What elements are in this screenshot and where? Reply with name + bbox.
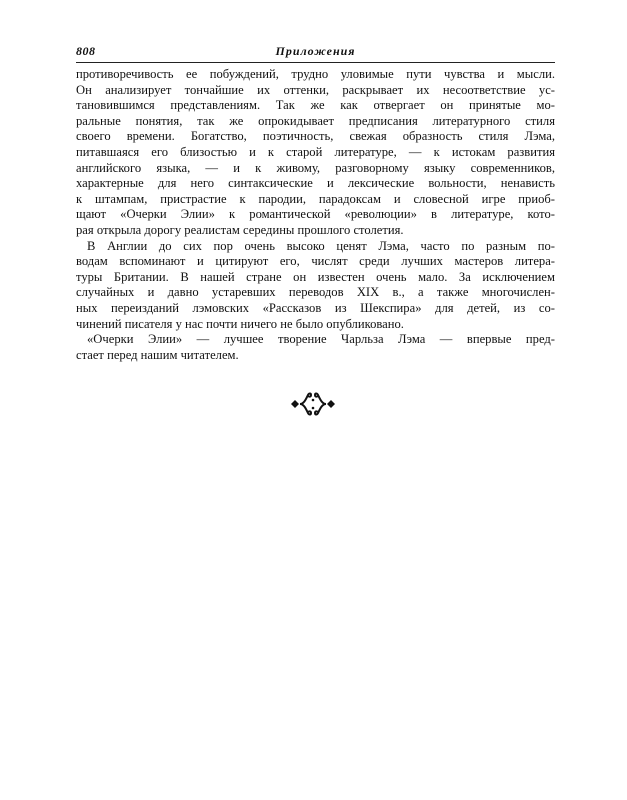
text-line: Он анализирует тончайшие их оттенки, раскрывает их несоответствие ус- [76, 82, 555, 97]
page-header [76, 44, 555, 62]
text-line: чинений писателя у нас почти ничего не было опубликовано. [76, 316, 404, 331]
text-line: случайных и давно устаревших переводов XIX в., а также многочислен- [76, 285, 555, 300]
text-line: В Англии до сих пор очень высоко ценят Лэма, часто по разным по- [87, 238, 555, 253]
text-line: к штампам, пристрастие к пародии, парадоксам и словесной игре приоб- [76, 191, 555, 206]
text-line: «Очерки Элии» — лучшее творение Чарльза Лэма — впервые пред- [87, 332, 555, 347]
running-title: Приложения [275, 44, 356, 58]
text-line: питавшаяся его близостью и к старой литературе, — к истокам развития [76, 144, 555, 159]
text-line: водам вспоминают и цитируют его, числят среди лучших мастеров литера- [76, 254, 555, 269]
text-line: туры Британии. В нашей стране он известен очень мало. За исключением [76, 269, 555, 284]
text-line: стает перед нашим читателем. [76, 347, 239, 362]
text-line: противоречивость ее побуждений, трудно уловимые пути чувства и мысли. [76, 67, 555, 81]
body-text [76, 67, 555, 363]
header-rule [76, 62, 555, 63]
text-line: ных переизданий лэмовских «Рассказов из Шекспира» для детей, из со- [76, 300, 555, 315]
text-line: тановившимся представлениям. Так же как отвергает он принятые мо- [76, 98, 555, 113]
page-number: 808 [76, 44, 96, 58]
text-line: ральные понятия, так же опрокидывает предписания литературного стиля [76, 113, 555, 128]
text-line: характерные для него синтаксические и лексические вольности, ненависть [76, 176, 555, 191]
text-line: щают «Очерки Элии» к романтической «революции» в литературе, кото- [76, 207, 555, 222]
text-line: рая открыла дорогу реалистам середины прошлого столетия. [76, 222, 404, 237]
text-line: английского языка, — и к живому, разговорному языку современников, [76, 160, 555, 175]
text-line: своего времени. Богатство, поэтичность, свежая образность стиля Лэма, [76, 129, 555, 144]
fleuron-ornament-icon [290, 390, 336, 418]
